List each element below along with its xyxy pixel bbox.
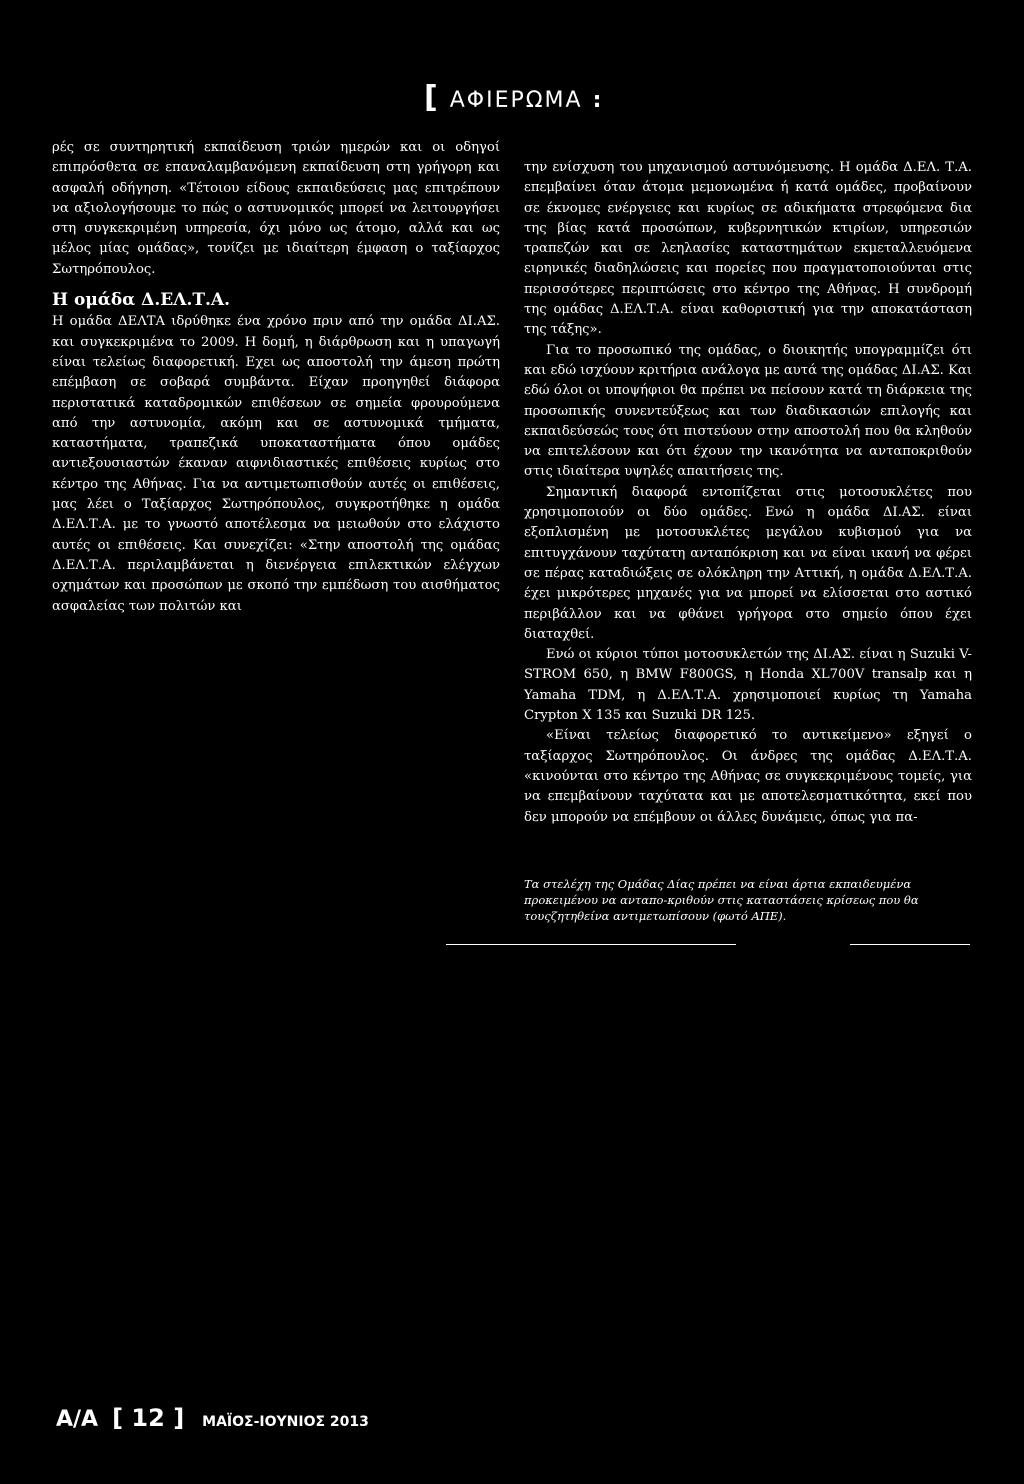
right-column [524,158,972,828]
header-bracket-open: [ [424,80,440,115]
right-paragraph-2: Για το προσωπικό της ομάδας, ο διοικητής υπογραμμίζει ότι και εδώ ισχύουν κριτήρια ανάλογα με αυτά της ομάδας ΔΙ.ΑΣ. Και εδώ όλοι οι υποψήφιοι θα πρέπει να πείσουν κατά τη διάρκεια της προσωπικής συνεντεύξεως και των διαδικασιών επιλογής και εκπαιδεύσεώς τους ότι πιστεύουν στην αποστολή που θα κληθούν να επιτελέσουν και ότι έχουν την ικανότητα να ανταποκριθούν στις ιδιαίτερα υψηλές απαιτήσεις της. [524,342,972,480]
page-number: 12 [131,1404,165,1432]
page-footer [56,1404,369,1432]
left-column [52,138,500,617]
page-number-block [112,1404,184,1432]
subheading: Η ομάδα Δ.ΕΛ.Τ.Α. [52,290,231,311]
page-bracket-close: ] [173,1404,185,1432]
left-paragraph-2: Η ομάδα ΔΕΛΤΑ ιδρύθηκε ένα χρόνο πριν από την ομάδα ΔΙ.ΑΣ. και συγκεκριμένα το 2009. Η δομή, η διάρθρωση και η υπαγωγή είναι τελείως διαφορετική. Εχει ως αποστολή την άμεση πρώτη επέμβαση σε σοβαρά συμβάντα. Είχαν προηγηθεί διάφορα περιστατικά καταδρομικών επιθέσεων σε σημεία φρουρούμενα από την αστυνομία, ακόμη και σε αστυνομικά τμήματα, καταστήματα, τραπεζικά υποκαταστήματα όπου ομάδες αντιεξουσιαστών έκαναν αιφνιδιαστικές επιθέσεις κυρίως στο κέντρο της Αθήνας. Για να αντιμετωπισθούν αυτές οι επιθέσεις, μας λέει ο Ταξίαρχος Σωτηρόπουλος, συγκροτήθηκε η ομάδα Δ.ΕΛ.Τ.Α. με το γνωστό αποτέλεσμα να μειωθούν στο ελάχιστο αυτές οι επιθέσεις. Και συνεχίζει: «Στην αποστολή της ομάδας Δ.ΕΛ.Τ.Α. περιλαμβάνεται η διενέργεια επιλεκτικών ελέγχων οχημάτων και προσώπων με σκοπό την εμπέδωση του αισθήματος ασφαλείας των πολιτών και [52,314,500,614]
divider-line-short [850,944,970,945]
section-title: ΑΦΙΕΡΩΜΑ [449,88,583,113]
issue-date: ΜΑΪΟΣ-ΙΟΥΝΙΟΣ 2013 [202,1414,369,1430]
page-bracket-open: [ [112,1404,124,1432]
magazine-name: Α/Α [56,1407,99,1432]
right-paragraph-4: Ενώ οι κύριοι τύποι μοτοσυκλετών της ΔΙ.ΑΣ. είναι η Suzuki V-STROM 650, η BMW F800GS, η Honda XL700V transalp και η Yamaha TDM, η Δ.ΕΛ.Τ.Α. χρησιμοποιεί κυρίως τη Yamaha Crypton X 135 και Suzuki DR 125. [524,647,972,724]
photo-caption: Τα στελέχη της Ομάδας Δίας πρέπει να είναι άρτια εκπαιδευμένα προκειμένου να ανταπο-κριθούν στις καταστάσεις κρίσεως που θα τουςζητηθείνα αντιμετωπίσουν (φωτό ΑΠΕ). [524,877,919,923]
section-header [424,80,603,115]
right-paragraph-1: την ενίσχυση του μηχανισμού αστυνόμευσης. Η ομάδα Δ.ΕΛ. Τ.Α. επεμβαίνει όταν άτομα μεμονωμένα ή κατά ομάδες, προβαίνουν σε έκνομες ενέργειες και κυρίως σε αδικήματα στρεφόμενα δια της βίας κατά προσώπων, κυβερνητικών κτιρίων, υπηρεσιών τραπεζών και σε λεηλασίες καταστημάτων εκμεταλλευόμενα ειρηνικές διαδηλώσεις και πορείες που πραγματοποιούνται στις περισσότερες περιπτώσεις στο κέντρο της Αθήνας. Η συνδρομή της ομάδας Δ.ΕΛ.Τ.Α. είναι καθοριστική για την αποκατάσταση της τάξης». [524,160,972,338]
left-paragraph-1: ρές σε συντηρητική εκπαίδευση τριών ημερών και οι οδηγοί επιπρόσθετα σε επαναλαμβανόμενη εκπαίδευση στη γρήγορη και ασφαλή οδήγηση. «Τέτοιου είδους εκπαιδεύσεις μας επιτρέπουν να αξιολογήσουμε το πώς ο αστυνομικός μπορεί να λειτουργήσει στη συγκεκριμένη υπηρεσία, όχι μόνο ως άτομο, αλλά και ως μέλος μίας ομάδας», τονίζει με ιδιαίτερη έμφαση ο ταξίαρχος Σωτηρόπουλος. [52,140,500,277]
header-bracket-close: : [592,88,604,113]
right-paragraph-3: Σημαντική διαφορά εντοπίζεται στις μοτοσυκλέτες που χρησιμοποιούν οι δύο ομάδες. Ενώ η ομάδα ΔΙ.ΑΣ. είναι εξοπλισμένη με μοτοσυκλέτες μεγάλου κυβισμού για να επιτυγχάνουν ταχύτατη ανταπόκριση και να είναι ικανή να φέρει σε πέρας καταδιώξεις σε ολόκληρη την Αττική, η ομάδα Δ.ΕΛ.Τ.Α. έχει μικρότερες μηχανές για να μπορεί να ελίσσεται στο αστικό περιβάλλον και να φθάνει γρήγορα στο σημείο όπου έχει διαταχθεί. [524,484,972,642]
right-paragraph-5: «Είναι τελείως διαφορετικό το αντικείμενο» εξηγεί ο ταξίαρχος Σωτηρόπουλος. Οι άνδρες της ομάδας Δ.ΕΛ.Τ.Α. «κινούνται στο κέντρο της Αθήνας σε συγκεκριμένους τομείς, για να επεμβαίνουν ταχύτατα και με αποτελεσματικότητα, εκεί που δεν μπορούν να επέμβουν οι άλλες δυνάμεις, όπως για πα- [524,728,972,825]
divider-line [446,944,736,945]
